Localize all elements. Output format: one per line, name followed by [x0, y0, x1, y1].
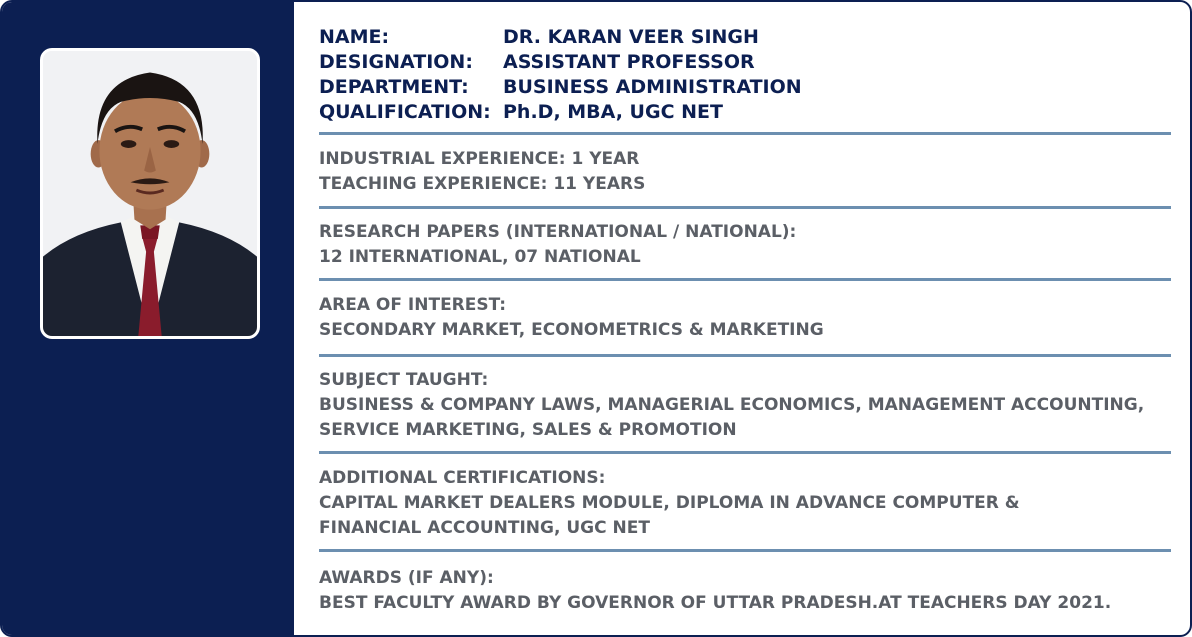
divider — [319, 278, 1171, 281]
awards-heading: AWARDS (IF ANY): — [319, 568, 494, 588]
certifications-heading: ADDITIONAL CERTIFICATIONS: — [319, 468, 606, 488]
left-panel — [2, 2, 294, 637]
divider — [319, 132, 1171, 135]
name-label: NAME: — [319, 26, 390, 48]
details-panel — [319, 2, 1179, 637]
profile-header — [319, 25, 802, 125]
name-value: DR. KARAN VEER SINGH — [503, 26, 759, 48]
qualification-label: QUALIFICATION: — [319, 101, 491, 123]
awards-section — [319, 566, 1179, 616]
experience-section — [319, 147, 1179, 197]
qualification-row — [319, 100, 802, 125]
divider — [319, 206, 1171, 209]
designation-row — [319, 50, 802, 75]
interest-heading: AREA OF INTEREST: — [319, 295, 507, 315]
certifications-section — [319, 466, 1179, 541]
divider — [319, 549, 1171, 552]
designation-value: ASSISTANT PROFESSOR — [503, 51, 755, 73]
research-value: 12 INTERNATIONAL, 07 NATIONAL — [319, 247, 641, 267]
department-label: DEPARTMENT: — [319, 76, 469, 98]
subjects-section — [319, 368, 1179, 443]
research-heading: RESEARCH PAPERS (INTERNATIONAL / NATIONAL): — [319, 222, 797, 242]
subjects-line: SERVICE MARKETING, SALES & PROMOTION — [319, 420, 737, 440]
divider — [319, 451, 1171, 454]
subjects-heading: SUBJECT TAUGHT: — [319, 370, 489, 390]
subjects-line: BUSINESS & COMPANY LAWS, MANAGERIAL ECONOMICS, MANAGEMENT ACCOUNTING, — [319, 395, 1145, 415]
divider — [319, 354, 1171, 357]
research-section — [319, 220, 1179, 270]
department-value: BUSINESS ADMINISTRATION — [503, 76, 802, 98]
industrial-experience: INDUSTRIAL EXPERIENCE: 1 YEAR — [319, 149, 640, 169]
name-row — [319, 25, 802, 50]
awards-value: BEST FACULTY AWARD BY GOVERNOR OF UTTAR PRADESH.AT TEACHERS DAY 2021. — [319, 593, 1112, 613]
teaching-experience: TEACHING EXPERIENCE: 11 YEARS — [319, 174, 646, 194]
interest-value: SECONDARY MARKET, ECONOMETRICS & MARKETING — [319, 320, 824, 340]
faculty-photo — [40, 48, 260, 339]
certifications-line: CAPITAL MARKET DEALERS MODULE, DIPLOMA IN ADVANCE COMPUTER & — [319, 493, 1020, 513]
portrait-illustration — [43, 51, 257, 336]
certifications-line: FINANCIAL ACCOUNTING, UGC NET — [319, 518, 650, 538]
department-row — [319, 75, 802, 100]
qualification-value: Ph.D, MBA, UGC NET — [503, 101, 723, 123]
designation-label: DESIGNATION: — [319, 51, 473, 73]
interest-section — [319, 293, 1179, 343]
